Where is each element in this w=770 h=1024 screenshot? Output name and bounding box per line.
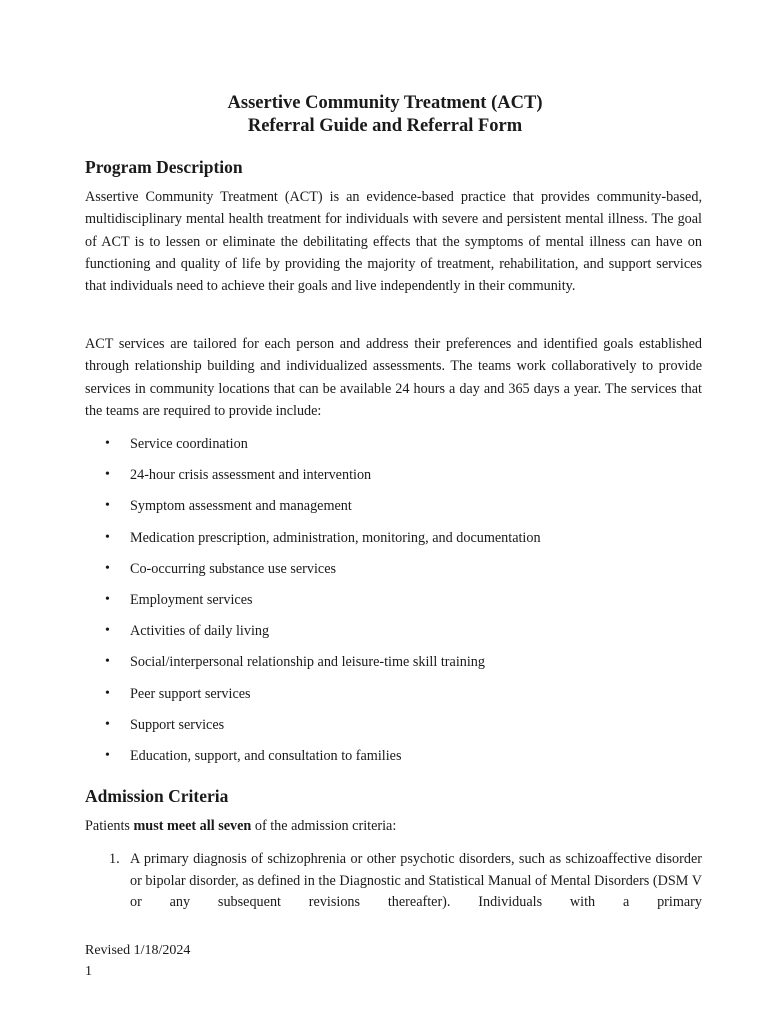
- list-item: • Service coordination: [85, 433, 702, 464]
- document-title: [0, 92, 770, 138]
- bullet-icon: •: [105, 716, 110, 732]
- bullet-icon: •: [105, 529, 110, 545]
- services-list: [85, 433, 702, 776]
- list-item: • Social/interpersonal relationship and leisure-time skill training: [85, 651, 702, 682]
- title-line-2: Referral Guide and Referral Form: [247, 116, 523, 136]
- bullet-icon: •: [105, 560, 110, 576]
- bullet-icon: •: [105, 747, 110, 763]
- list-item: • Activities of daily living: [85, 620, 702, 651]
- admission-criteria-intro: Patients must meet all seven of the admission criteria:: [85, 818, 397, 834]
- program-description-heading: Program Description: [85, 157, 243, 177]
- bullet-icon: •: [105, 436, 110, 451]
- bullet-icon: •: [105, 467, 110, 483]
- revised-date: Revised 1/18/2024: [85, 943, 191, 958]
- list-item: • Education, support, and consultation to families: [85, 745, 702, 776]
- criteria-item: [85, 849, 702, 914]
- list-item: • Support services: [85, 714, 702, 745]
- list-item: • Symptom assessment and management: [85, 495, 702, 526]
- bullet-icon: •: [105, 591, 110, 607]
- bullet-icon: •: [105, 654, 110, 670]
- list-item: • Employment services: [85, 589, 702, 620]
- list-item: • Peer support services: [85, 683, 702, 714]
- admission-criteria-emphasis: must meet all seven: [133, 818, 252, 834]
- bullet-icon: •: [105, 685, 110, 701]
- page-footer: [85, 940, 190, 982]
- admission-criteria-list: [85, 849, 702, 914]
- page-number: 1: [85, 964, 92, 979]
- criteria-item-text: A primary diagnosis of schizophrenia or other psychotic disorders, such as schizoaffective disorder or bipolar disorder, as defined in the Diagnostic and Statistical Manual of Mental Disorders (DSM V or any subsequent revisions thereafter). Individuals with a primary: [130, 851, 702, 910]
- list-item: • Medication prescription, administration, monitoring, and documentation: [85, 527, 702, 558]
- bullet-icon: •: [105, 623, 110, 639]
- bullet-icon: •: [105, 498, 110, 514]
- list-item: • 24-hour crisis assessment and intervention: [85, 464, 702, 495]
- criteria-item-number: 1.: [109, 851, 120, 867]
- admission-criteria-heading: Admission Criteria: [85, 786, 229, 806]
- list-item: • Co-occurring substance use services: [85, 558, 702, 589]
- program-description-paragraph-2: ACT services are tailored for each person and address their preferences and identified goals established through relationship building and individualized assessments. The teams work collaboratively to provide services in community locations that can be available 24 hours a day and 365 days a year. The services that the teams are required to provide include:: [85, 336, 702, 419]
- program-description-paragraph-1: Assertive Community Treatment (ACT) is an evidence-based practice that provides community-based, multidisciplinary mental health treatment for individuals with severe and persistent mental illness. The goal of ACT is to lessen or eliminate the debilitating effects that the symptoms of mental illness can have on functioning and quality of life by providing the majority of treatment, rehabilitation, and support services that individuals need to achieve their goals and live independently in their community.: [85, 189, 702, 295]
- title-line-1: Assertive Community Treatment (ACT): [227, 93, 543, 113]
